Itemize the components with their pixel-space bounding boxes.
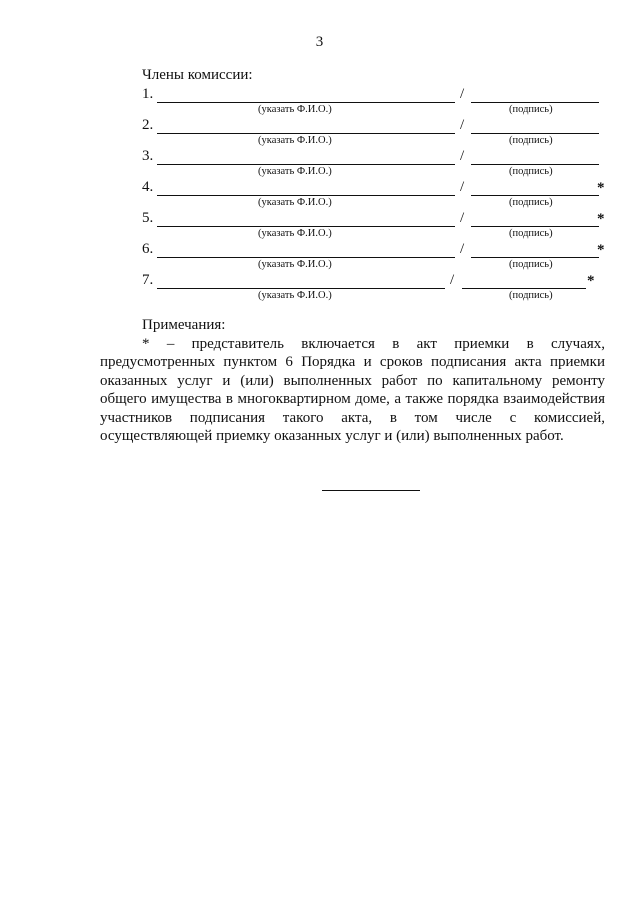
signature-caption: (подпись) (509, 228, 553, 239)
notes-text: * – представитель включается в акт приемки в случаях, предусмотренных пунктом 6 Порядка и сроков подписания акта приемки оказанных услуг и (или) выполненных работ по капитальному ремонту общего имущества в многоквартирном доме, а также порядка взаимодействия участников подписания такого акта, в том числе с комиссией, осуществляющей приемку оказанных услуг и (или) выполненных работ. (100, 336, 605, 445)
commission-members-heading: Члены комиссии: (142, 67, 253, 83)
footnote-star: * (597, 211, 605, 227)
fio-caption: (указать Ф.И.О.) (258, 104, 332, 115)
separator-slash: / (460, 210, 465, 226)
fio-line (157, 164, 455, 165)
signature-line (471, 257, 599, 258)
separator-slash: / (460, 117, 465, 133)
fio-line (157, 195, 455, 196)
fio-caption: (указать Ф.И.О.) (258, 290, 332, 301)
signature-caption: (подпись) (509, 290, 553, 301)
notes-title: Примечания: (142, 317, 226, 333)
member-row-2 (142, 117, 612, 149)
member-row-6 (142, 241, 612, 273)
member-row-4 (142, 179, 612, 211)
signature-line (471, 102, 599, 103)
signature-line (471, 133, 599, 134)
member-row-1 (142, 86, 612, 118)
member-number: 5. (142, 210, 154, 226)
signature-line (462, 288, 586, 289)
fio-caption: (указать Ф.И.О.) (258, 135, 332, 146)
signature-line (471, 164, 599, 165)
fio-line (157, 226, 455, 227)
signature-caption: (подпись) (509, 259, 553, 270)
member-number: 4. (142, 179, 154, 195)
separator-slash: / (460, 241, 465, 257)
fio-caption: (указать Ф.И.О.) (258, 197, 332, 208)
separator-slash: / (460, 148, 465, 164)
member-number: 7. (142, 272, 154, 288)
fio-caption: (указать Ф.И.О.) (258, 166, 332, 177)
member-row-3 (142, 148, 612, 180)
member-number: 6. (142, 241, 154, 257)
separator-slash: / (460, 86, 465, 102)
signature-caption: (подпись) (509, 104, 553, 115)
separator-slash: / (450, 272, 455, 288)
signature-line (471, 195, 599, 196)
signature-caption: (подпись) (509, 166, 553, 177)
fio-line (157, 288, 445, 289)
fio-line (157, 133, 455, 134)
fio-line (157, 102, 455, 103)
fio-line (157, 257, 455, 258)
end-divider (322, 490, 420, 491)
member-number: 1. (142, 86, 154, 102)
signature-caption: (подпись) (509, 197, 553, 208)
signature-caption: (подпись) (509, 135, 553, 146)
signature-line (471, 226, 599, 227)
member-number: 2. (142, 117, 154, 133)
page-number: 3 (315, 34, 324, 50)
member-row-5 (142, 210, 612, 242)
member-number: 3. (142, 148, 154, 164)
footnote-star: * (587, 273, 595, 289)
footnote-star: * (597, 180, 605, 196)
separator-slash: / (460, 179, 465, 195)
footnote-star: * (597, 242, 605, 258)
fio-caption: (указать Ф.И.О.) (258, 228, 332, 239)
member-row-7 (142, 272, 612, 304)
fio-caption: (указать Ф.И.О.) (258, 259, 332, 270)
